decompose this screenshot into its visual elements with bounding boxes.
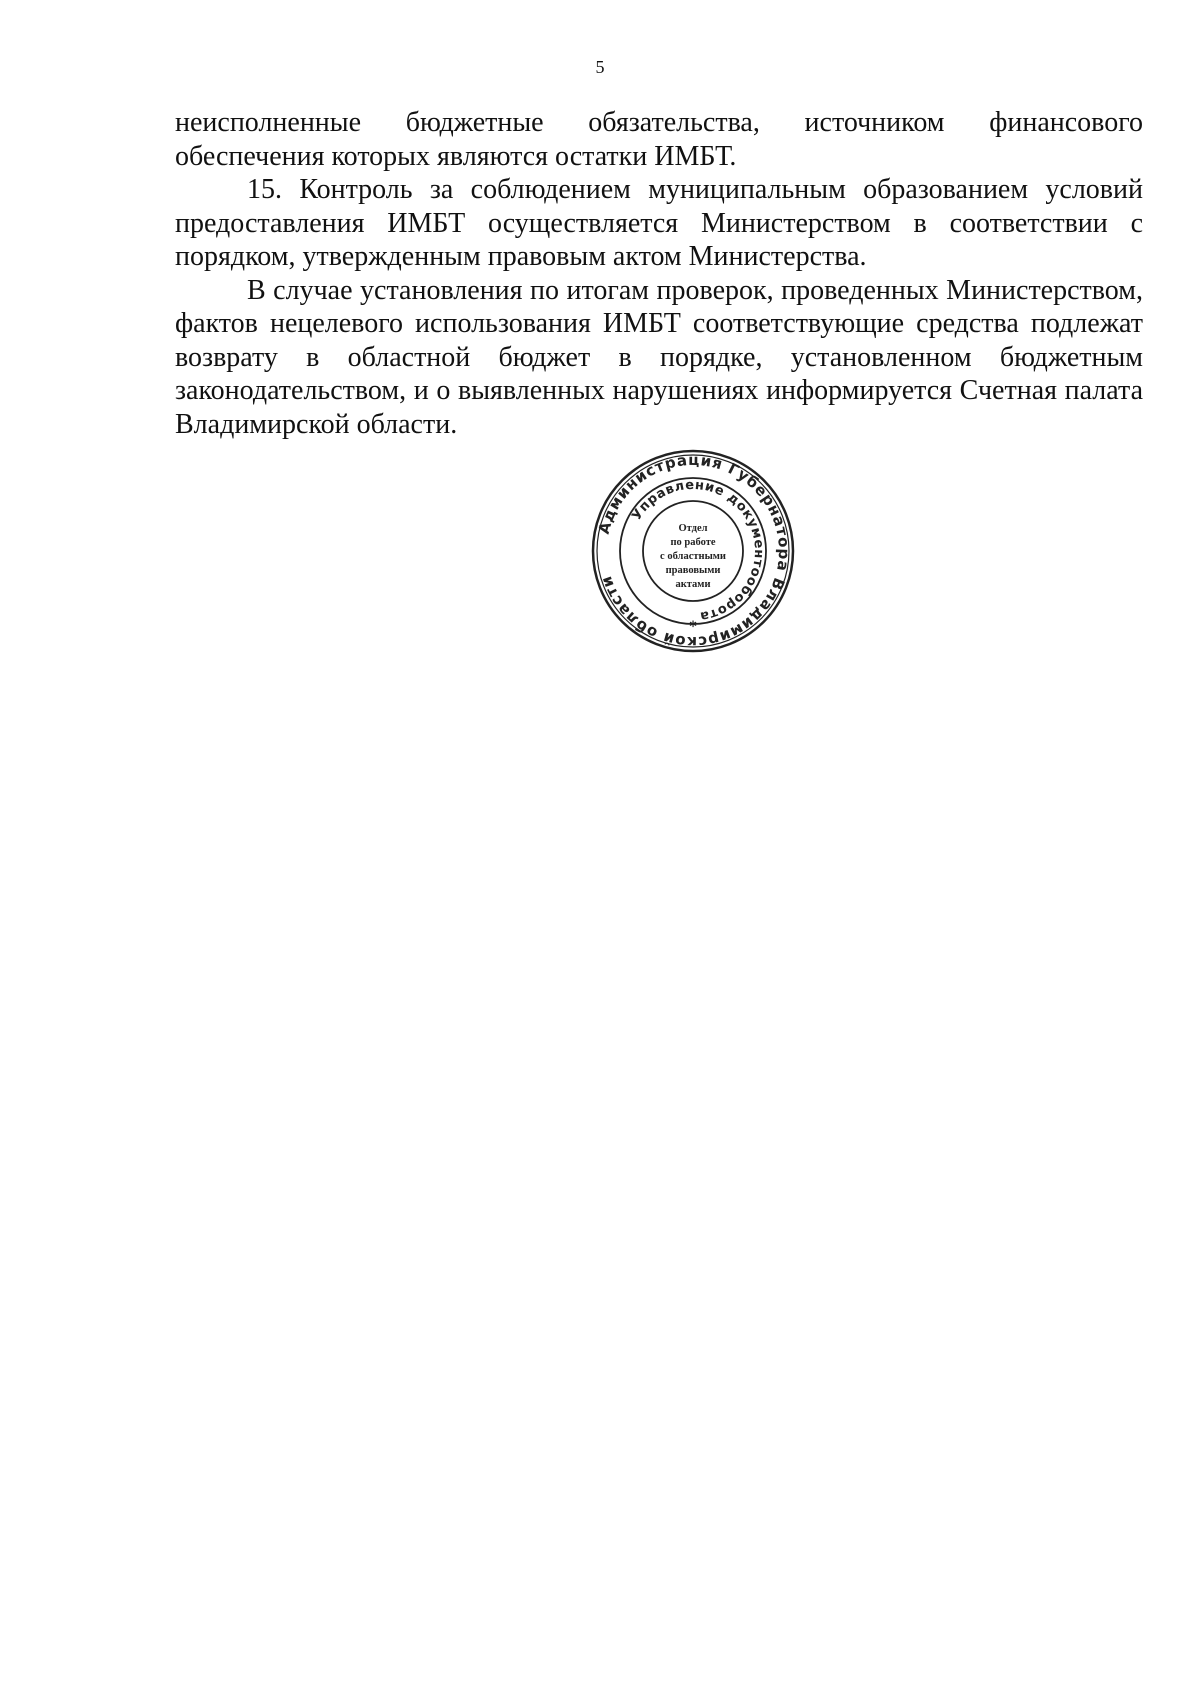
svg-text:актами: актами bbox=[675, 579, 711, 590]
paragraph-misuse: В случае установления по итогам проверок, проведенных Министерством, фактов нецелевого использования ИМБТ соответствующие средства подлежат возврату в областной бюджет в порядке, установленном бюджетным законодательством, и о выявленных нарушениях информируется Счетная палата Владимирской области. bbox=[175, 274, 1143, 440]
page-number: 5 bbox=[595, 57, 605, 77]
seal-graphic bbox=[591, 447, 795, 655]
document-body bbox=[175, 106, 1143, 441]
paragraph-continuation: неисполненные бюджетные обязательства, источником финансового обеспечения которых являются остатки ИМБТ. bbox=[175, 107, 1143, 172]
seal-center-text bbox=[660, 523, 726, 590]
svg-text:Отдел: Отдел bbox=[678, 523, 708, 534]
svg-text:по работе: по работе bbox=[670, 537, 716, 548]
svg-text:с областными: с областными bbox=[660, 551, 726, 562]
seal-inner-ring-text: Управление документооборота bbox=[629, 477, 767, 624]
paragraph-item-15: 15. Контроль за соблюдением муниципальным образованием условий предоставления ИМБТ осуществляется Министерством в соответствии с порядком, утвержденным правовым актом Министерства. bbox=[175, 174, 1143, 272]
svg-text:правовыми: правовыми bbox=[665, 565, 721, 576]
seal-outer-ring-text: Администрация Губернатора Владимирской области bbox=[594, 450, 794, 652]
seal-star: * bbox=[689, 619, 697, 635]
official-seal-stamp bbox=[591, 447, 795, 655]
